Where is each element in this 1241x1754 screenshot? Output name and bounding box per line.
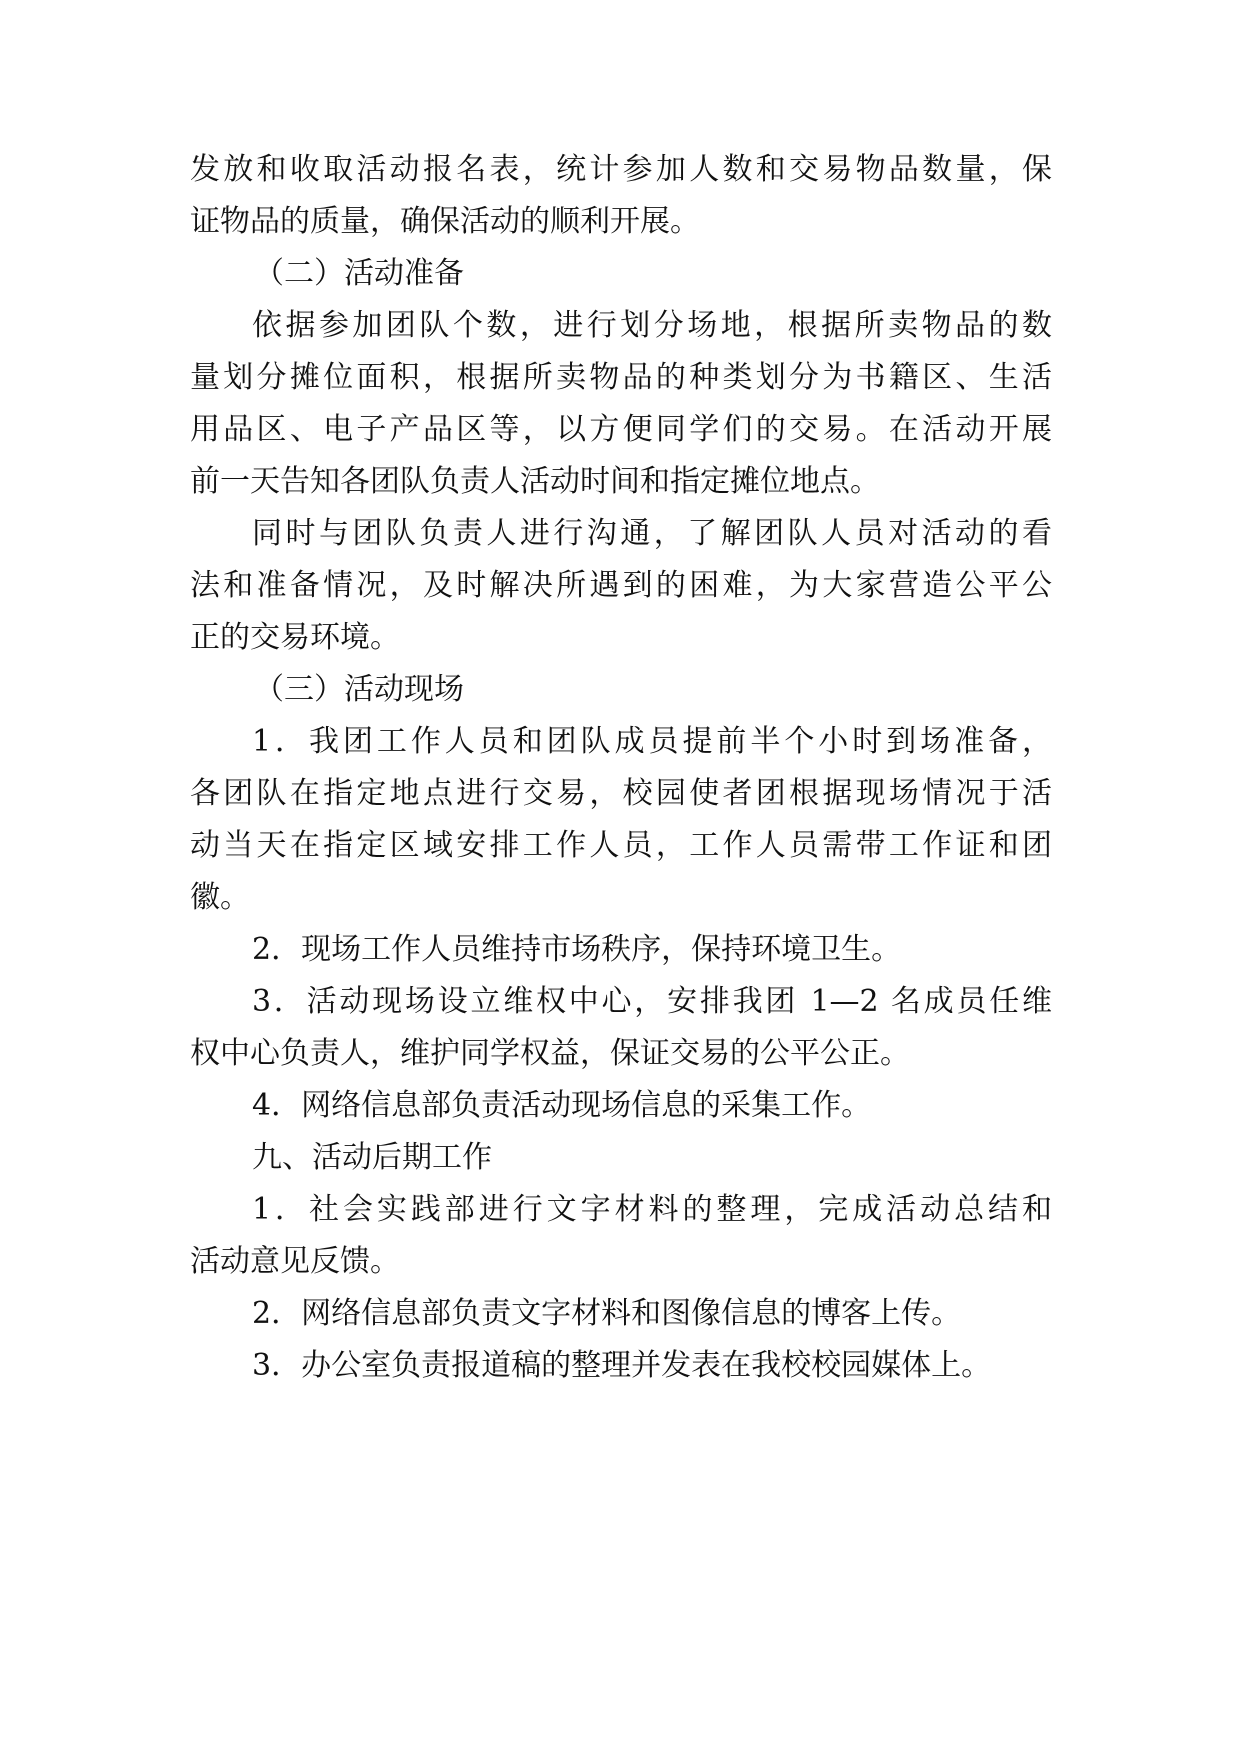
list-item-line: 动当天在指定区域安排工作人员，工作人员需带工作证和团	[190, 828, 1052, 863]
paragraph-line: 正的交易环境。	[190, 620, 400, 655]
list-item-line: 3．活动现场设立维权中心，安排我团 1—2 名成员任维	[252, 984, 1052, 1019]
list-item-line: 1．社会实践部进行文字材料的整理，完成活动总结和	[252, 1192, 1052, 1227]
list-item-line: 4．网络信息部负责活动现场信息的采集工作。	[252, 1088, 872, 1123]
section-heading: （二）活动准备	[254, 256, 464, 291]
list-item-line: 徽。	[190, 880, 250, 915]
paragraph-line: 发放和收取活动报名表，统计参加人数和交易物品数量，保	[190, 152, 1052, 187]
paragraph-line: 量划分摊位面积，根据所卖物品的种类划分为书籍区、生活	[190, 360, 1052, 395]
list-item-line: 3．办公室负责报道稿的整理并发表在我校校园媒体上。	[252, 1348, 992, 1383]
paragraph-line: 前一天告知各团队负责人活动时间和指定摊位地点。	[190, 464, 880, 499]
section-heading: （三）活动现场	[254, 672, 464, 707]
paragraph-line: 依据参加团队个数，进行划分场地，根据所卖物品的数	[252, 308, 1052, 343]
list-item-line: 2．现场工作人员维持市场秩序，保持环境卫生。	[252, 932, 902, 967]
list-item-line: 权中心负责人，维护同学权益，保证交易的公平公正。	[190, 1036, 910, 1071]
paragraph-line: 证物品的质量，确保活动的顺利开展。	[190, 204, 700, 239]
paragraph-line: 同时与团队负责人进行沟通，了解团队人员对活动的看	[252, 516, 1052, 551]
list-item-line: 活动意见反馈。	[190, 1244, 400, 1279]
list-item-line: 1．我团工作人员和团队成员提前半个小时到场准备，	[252, 724, 1052, 759]
section-heading: 九、活动后期工作	[252, 1140, 492, 1175]
list-item-line: 2．网络信息部负责文字材料和图像信息的博客上传。	[252, 1296, 962, 1331]
paragraph-line: 法和准备情况，及时解决所遇到的困难，为大家营造公平公	[190, 568, 1052, 603]
paragraph-line: 用品区、电子产品区等，以方便同学们的交易。在活动开展	[190, 412, 1052, 447]
list-item-line: 各团队在指定地点进行交易，校园使者团根据现场情况于活	[190, 776, 1052, 811]
